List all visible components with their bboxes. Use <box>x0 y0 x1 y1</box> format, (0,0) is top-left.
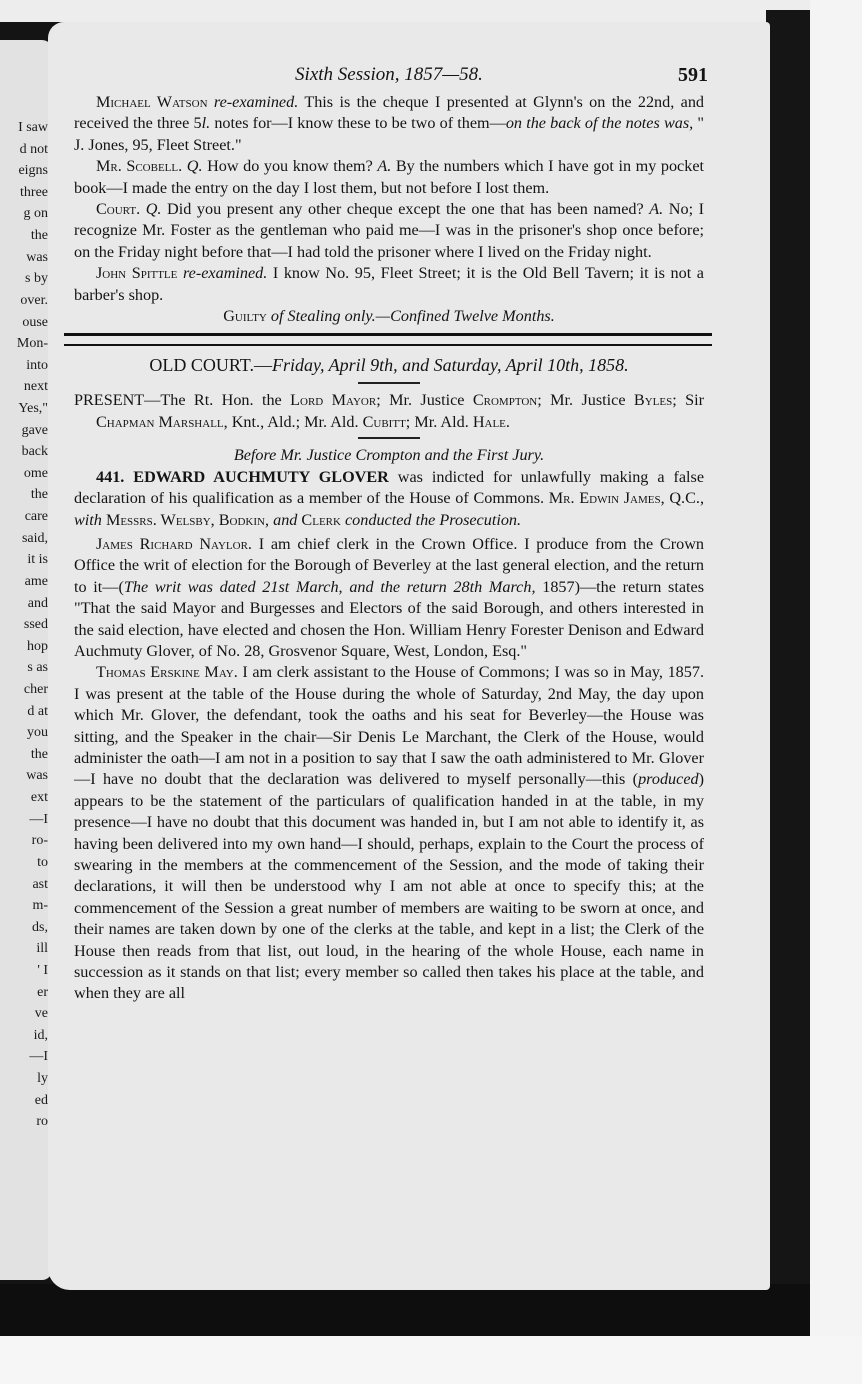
facing-page-fragment: the <box>30 746 48 762</box>
testimony-text: 1857)—the return states "That the said Mayor and Burgesses and Electors of the said Borough, and others interested in the said election, have elected and chosen the Hon. William Henry Forester Denison and Edward Auchmuty Glover, of No. 28, Grosvenor Square, West, London, Esq." <box>74 577 704 660</box>
page-text <box>74 62 708 1005</box>
speaker-name: Mr. Scobell. <box>96 157 183 176</box>
answer-marker: A. <box>649 200 664 219</box>
facing-page-fragment: it is <box>27 552 48 568</box>
currency-unit: l. <box>201 114 211 133</box>
testimony-italic: on the back of the notes was, <box>505 114 694 133</box>
indictment-text: , Q.C., <box>660 489 704 508</box>
present-text: ; Mr. Ald. <box>405 412 473 431</box>
facing-page-fragment: eigns <box>18 163 48 179</box>
facing-page-fragment: ext <box>30 790 48 806</box>
facing-page-fragment: —I <box>29 811 48 827</box>
facing-page-fragment: ast <box>32 876 48 892</box>
speaker-tag: re-examined. <box>182 264 268 283</box>
counsel-name: Mr. Edwin James <box>548 489 661 508</box>
facing-page-fragment: said, <box>21 530 48 546</box>
bottom-binding <box>0 1284 810 1336</box>
testimony-watson <box>74 92 704 156</box>
speaker-name: John Spittle <box>96 264 178 283</box>
testimony-text: I am chief clerk in the Crown Office. I produce from the Crown Office the writ of election for the Borough of Beverley at the last general election, and the return to it—( <box>74 534 704 596</box>
present-text: The Rt. Hon. the <box>160 391 291 410</box>
present-text: , Knt., Ald.; Mr. Ald. <box>223 412 363 431</box>
facing-page-fragment: I saw <box>18 120 48 135</box>
scan-right-margin <box>810 0 862 1384</box>
court-session-heading <box>74 352 704 378</box>
present-text: ; Mr. Justice <box>537 391 634 410</box>
judge-name: Crompton <box>472 391 538 410</box>
testimony-text: " J. Jones, 95, Fleet Street." <box>74 114 705 154</box>
scan-bottom-margin <box>0 1336 862 1384</box>
facing-page-fragment: ro <box>36 1114 48 1130</box>
facing-page-fragment: to <box>37 854 48 870</box>
facing-page-fragment: ro- <box>31 833 48 849</box>
page-number: 591 <box>678 64 708 86</box>
facing-page-fragment: was <box>26 249 48 265</box>
indictment-italic: with <box>74 510 102 529</box>
facing-page-fragment: s as <box>27 660 48 676</box>
speaker-name: Thomas Erskine May. <box>96 663 238 682</box>
facing-page-fragment: ' I <box>37 963 48 979</box>
facing-page-fragment: d at <box>27 703 48 719</box>
question-marker: Q. <box>186 157 203 176</box>
facing-page-fragment: ds, <box>32 919 48 935</box>
judge-name: Lord Mayor <box>290 391 377 410</box>
testimony-text: By the numbers which I have got in my pocket book—I made the entry on the day I lost them, but not before I lost them. <box>74 157 705 197</box>
facing-page-fragment: er <box>37 984 48 1000</box>
facing-page-fragment: —I <box>29 1049 48 1065</box>
verdict-sentence: of Stealing only.—Confined Twelve Months. <box>266 307 555 326</box>
facing-page-fragment: ame <box>24 573 48 589</box>
right-binding <box>766 10 810 1292</box>
facing-page-fragment: ly <box>37 1071 48 1087</box>
facing-page-fragment: d not <box>19 141 48 157</box>
facing-page-fragment: you <box>27 725 48 741</box>
facing-page-fragment: the <box>30 228 48 244</box>
facing-page-fragment: into <box>26 357 48 373</box>
running-head <box>74 62 708 92</box>
verdict <box>74 306 704 327</box>
facing-page-edge <box>0 40 52 1280</box>
court-dates: Friday, April 9th, and Saturday, April 10th, 1858. <box>271 355 629 376</box>
facing-page-fragment: over. <box>20 292 48 308</box>
testimony-text: This is the cheque I presented at Glynn's on the 22nd, and received the three 5 <box>74 93 705 133</box>
testimony-italic: produced <box>638 770 699 789</box>
speaker-name: Michael Watson <box>96 93 208 111</box>
speaker-name: James Richard Naylor. <box>96 534 252 553</box>
facing-page-fragment: ill <box>36 941 48 957</box>
judge-name: Byles <box>633 391 673 410</box>
facing-page-fragment: was <box>26 768 48 784</box>
testimony-italic: The writ was dated 21st March, and the return 28th March, <box>123 577 536 596</box>
case-number: 441. <box>96 467 125 486</box>
testimony-court <box>74 199 704 263</box>
before-line: Before Mr. Justice Crompton and the First Jury. <box>233 446 545 465</box>
facing-page-fragment: and <box>27 595 48 611</box>
facing-page-fragment: ed <box>34 1092 48 1108</box>
facing-page-fragment: gave <box>21 422 48 438</box>
testimony-text: I know No. 95, Fleet Street; it is the Old Bell Tavern; it is not a barber's shop. <box>74 264 704 304</box>
facing-page-fragment: g on <box>23 206 48 222</box>
facing-page-fragment: Mon- <box>16 336 48 352</box>
indictment-italic: conducted the Prosecution. <box>340 510 522 529</box>
testimony-text: Did you present any other cheque except the one that has been named? <box>161 200 650 219</box>
facing-page-fragment: m- <box>32 898 48 914</box>
testimony-may <box>74 662 704 1005</box>
short-rule <box>358 382 420 384</box>
facing-page-fragment: ssed <box>23 617 48 633</box>
indictment-italic: and <box>269 510 298 529</box>
testimony-text: notes for—I know these to be two of them— <box>210 114 506 133</box>
facing-page-fragment: care <box>24 509 48 525</box>
present-text: ; Sir <box>672 391 704 410</box>
judge-name: Chapman Marshall <box>96 412 224 431</box>
question-marker: Q. <box>145 200 162 219</box>
speaker-tag: re-examined. <box>213 93 299 111</box>
defendant-name: EDWARD AUCHMUTY GLOVER <box>133 467 389 486</box>
verdict-guilty: Guilty <box>223 307 267 326</box>
facing-page-fragment: cher <box>23 682 48 698</box>
section-divider <box>64 333 712 346</box>
speaker-name: Court. <box>96 200 141 219</box>
testimony-spittle <box>74 263 704 306</box>
present-list <box>74 390 704 433</box>
book-page <box>48 22 770 1290</box>
running-head-title: Sixth Session, 1857—58. <box>295 64 483 85</box>
facing-page-fragment: s by <box>25 271 48 287</box>
present-label: PRESENT— <box>74 391 161 410</box>
facing-page-fragment: ve <box>34 1006 48 1022</box>
facing-page-fragment: ome <box>23 465 48 481</box>
facing-page-fragment: id, <box>33 1027 48 1043</box>
facing-page-fragment: back <box>21 444 48 460</box>
facing-page-fragment: hop <box>27 638 48 654</box>
testimony-text: No; I recognize Mr. Foster as the gentleman who paid me—I was in the prisoner's shop once before; on the Friday night before that—I had told the prisoner where I lived on the Friday night. <box>74 200 705 261</box>
judge-name: Hale <box>472 412 506 431</box>
counsel-name: Clerk <box>297 510 341 529</box>
testimony-naylor <box>74 534 704 662</box>
short-rule <box>358 437 420 439</box>
facing-page-fragment: ouse <box>22 314 48 330</box>
facing-page-fragment: next <box>23 379 48 395</box>
present-text: . <box>505 412 510 431</box>
present-text: ; Mr. Justice <box>376 391 473 410</box>
testimony-scobell <box>74 156 704 199</box>
case-indictment <box>74 467 704 531</box>
facing-page-fragment: three <box>20 184 48 200</box>
court-name: OLD COURT.— <box>149 355 272 376</box>
testimony-text: How do you know them? <box>202 157 378 176</box>
testimony-text: ) appears to be the statement of the particulars of qualification handed in at the table, in my presence—I have no doubt that this document was handed in, but I am not able to identify it, as having been delivered into my own hand—I should, perhaps, explain to the Court the process of swearing in the members at the commencement of the Session, and the mode of taking their declarations, it will then be understood why I am not able at once to specify this; at the commencement of the Session a great number of members are waiting to be sworn at once, and their names are taken down by one of the clerks at the table, and kept in a list; the Clerk of the House then reads from that list, out loud, in the hearing of the whole House, each name in succession as it stands on that list; every member so called then takes his place at the table, and when they are all <box>74 770 704 1003</box>
facing-page-fragment: Yes," <box>18 401 48 416</box>
facing-page-fragment: the <box>30 487 48 503</box>
scan-top-margin <box>0 0 862 22</box>
indictment-text: was indicted for unlawfully making a false declaration of his qualification as a member of the House of Commons. <box>74 467 704 508</box>
counsel-names: Messrs. Welsby, Bodkin, <box>101 510 270 529</box>
answer-marker: A. <box>377 157 392 176</box>
judge-name: Cubitt <box>362 412 406 431</box>
testimony-text: I am clerk assistant to the House of Commons; I was so in May, 1857. I was present at the table of the House during the whole of Saturday, 2nd May, the day upon which Mr. Glover, the defendant, took the oaths and his seat for Beverley—the House was sitting, and the Speaker in the chair—Sir Denis Le Marchant, the Clerk of the House, would administer the oath—I am not in a position to say that I saw the oath administered to Mr. Glover—I have no doubt that the declaration was delivered to myself personally—this ( <box>74 663 704 789</box>
